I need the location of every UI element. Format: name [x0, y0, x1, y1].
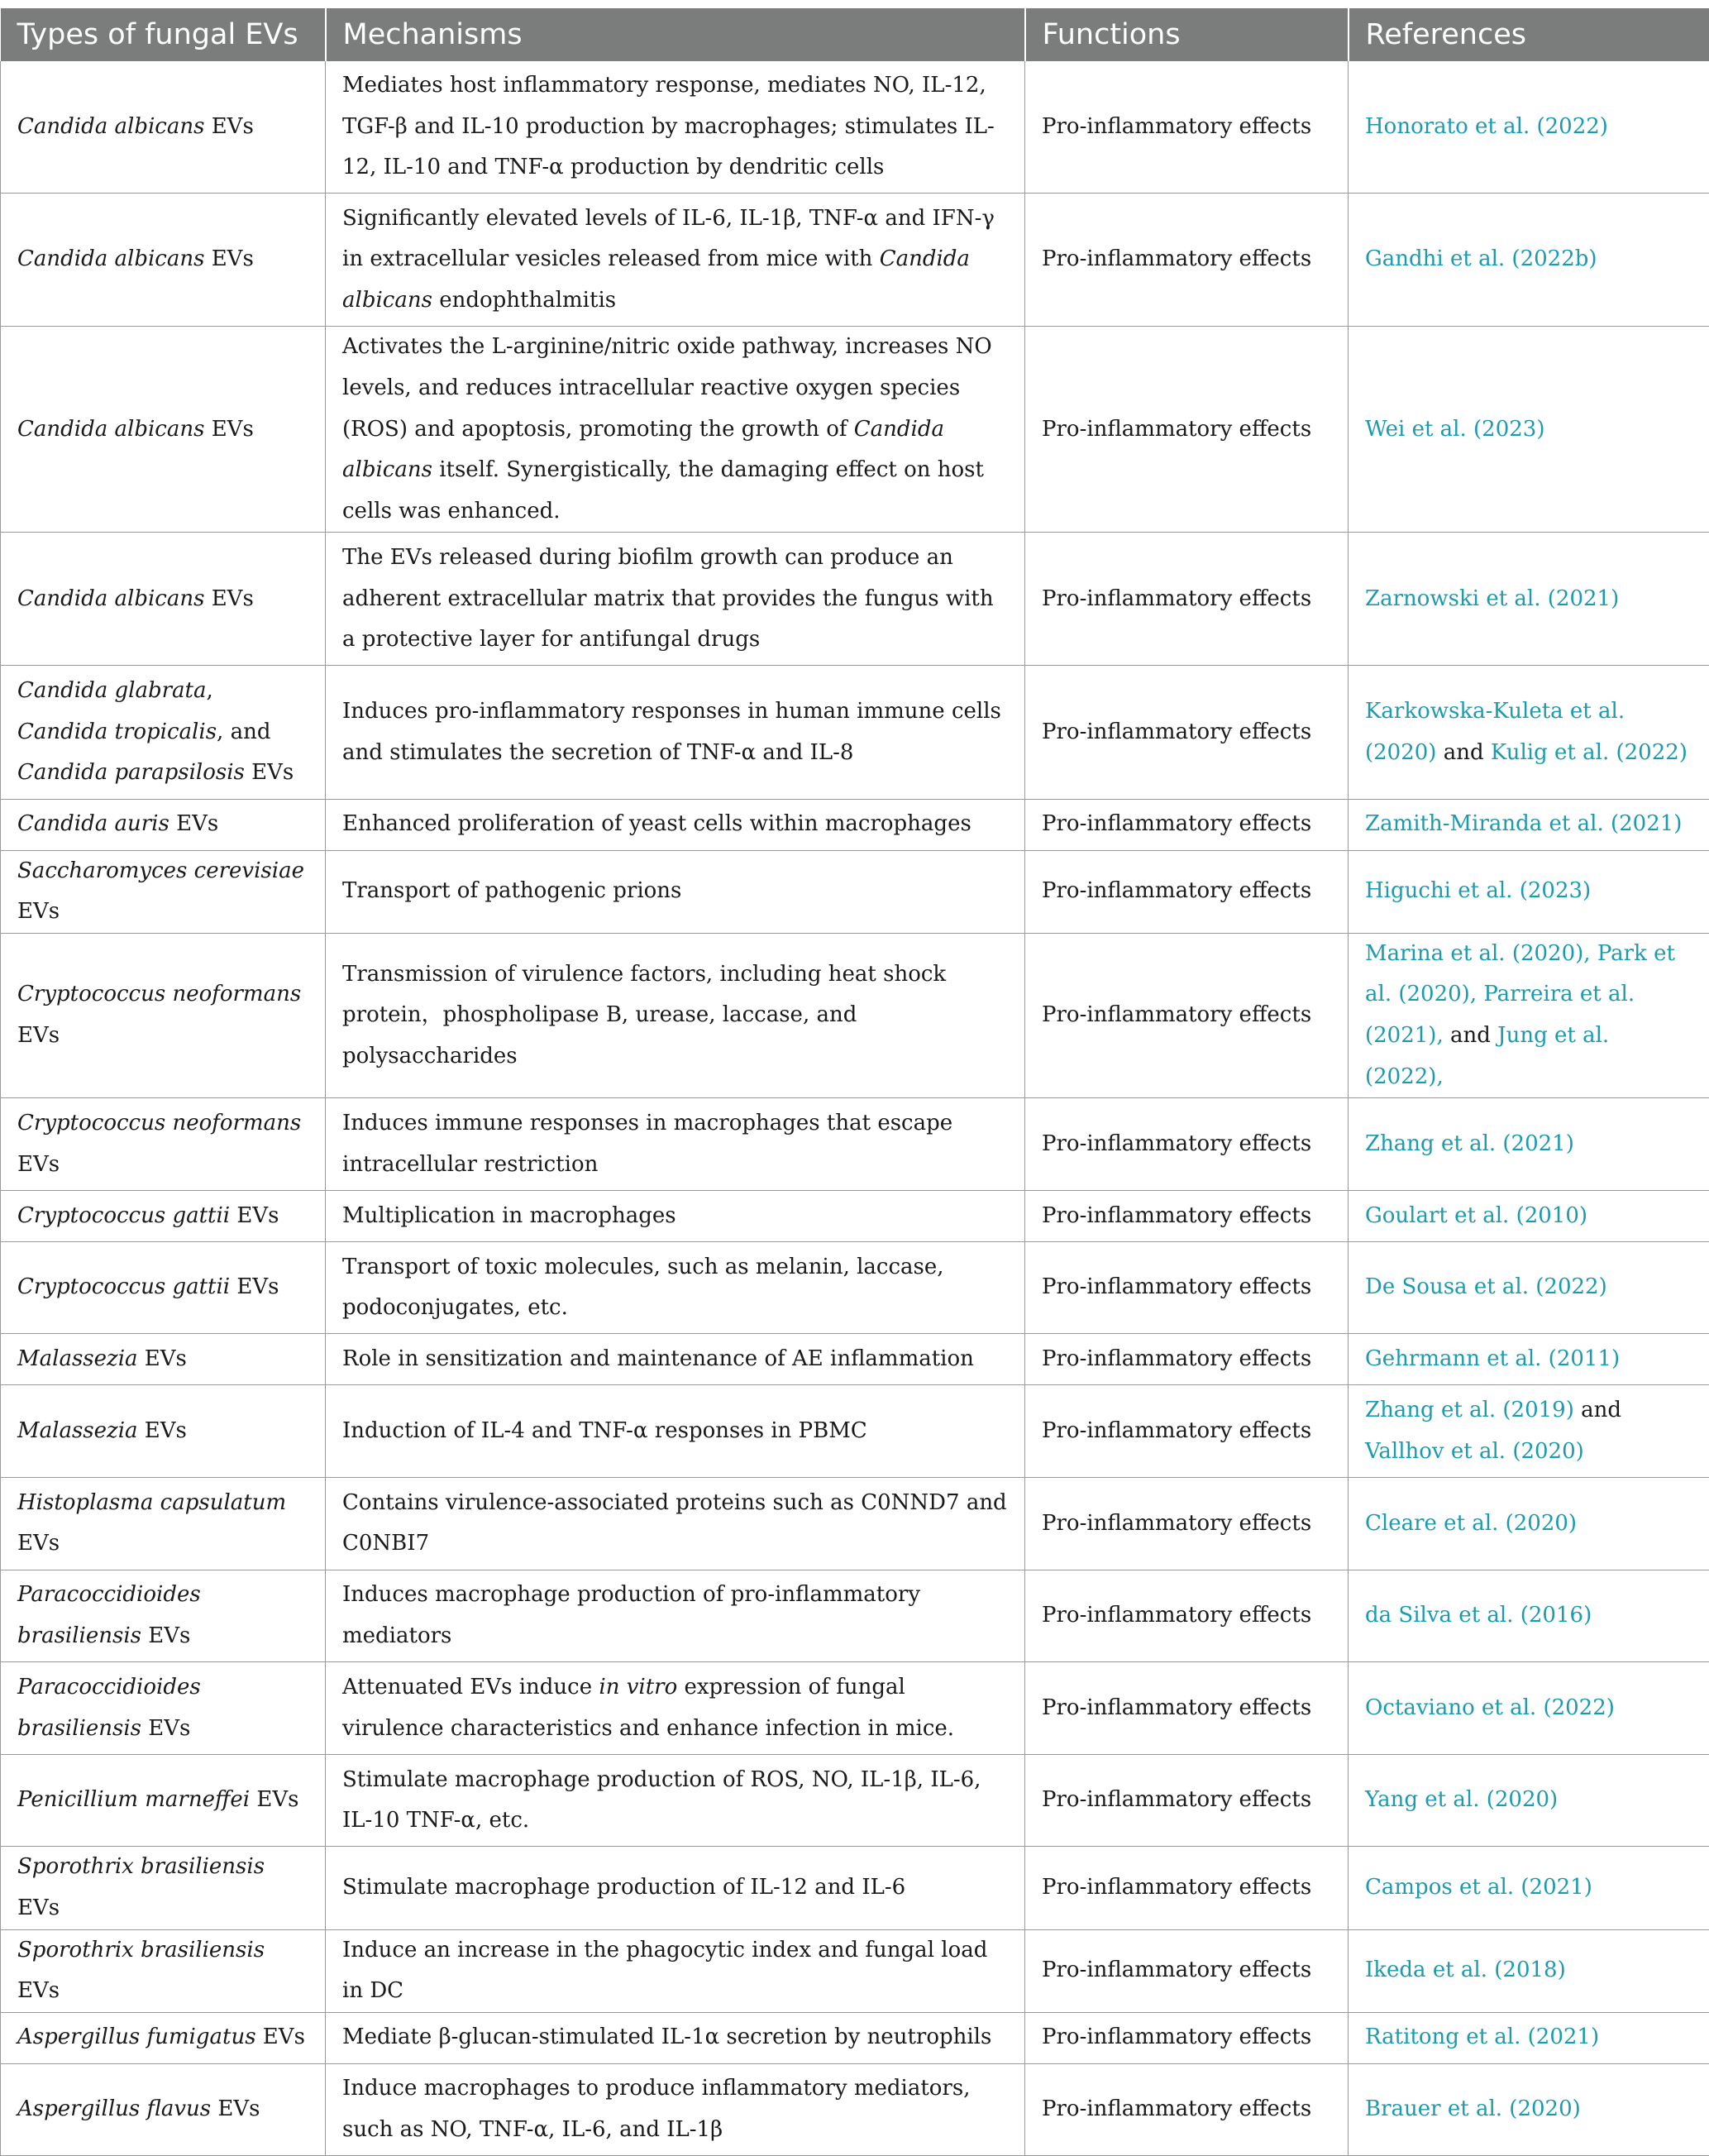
- text-segment: Multiplication in macrophages: [342, 1203, 676, 1228]
- text-segment: EVs: [138, 1346, 187, 1371]
- table-row: [1, 533, 1709, 666]
- cell-function: Pro-inflammatory effects: [1025, 1847, 1349, 1929]
- table-row: [1, 2012, 1709, 2063]
- cell-function: Pro-inflammatory effects: [1025, 194, 1349, 327]
- table-row: [1, 933, 1709, 1097]
- text-segment: Cryptococcus neoformans: [17, 1111, 301, 1135]
- text-segment: Transmission of virulence factors, including heat shock protein，phospholipase B, urease, laccase, and polysaccharides: [342, 962, 946, 1068]
- table-row: [1, 1929, 1709, 2012]
- reference-link[interactable]: Higuchi et al. (2023): [1365, 878, 1591, 903]
- text-segment: Candida tropicalis: [17, 719, 217, 744]
- text-segment: endophthalmitis: [432, 288, 616, 313]
- cell-function: Pro-inflammatory effects: [1025, 799, 1349, 850]
- text-segment: Activates the L-arginine/nitric oxide pathway, increases NO levels, and reduces intracellular reactive oxygen species (ROS) and apoptosis, promoting the growth of: [342, 334, 992, 441]
- text-segment: Candida albicans: [17, 114, 204, 139]
- cell-references: [1349, 1478, 1709, 1570]
- table-body: [1, 61, 1709, 2156]
- cell-mechanism: [326, 933, 1025, 1097]
- text-segment: EVs: [141, 1623, 190, 1648]
- cell-function: Pro-inflammatory effects: [1025, 850, 1349, 933]
- reference-link[interactable]: Goulart et al. (2010): [1365, 1203, 1587, 1228]
- text-segment: EVs: [141, 1716, 190, 1741]
- text-segment: Malassezia: [17, 1418, 138, 1443]
- text-segment: Induces macrophage production of pro-inflammatory mediators: [342, 1582, 920, 1648]
- reference-link[interactable]: Octaviano et al. (2022): [1365, 1695, 1615, 1720]
- text-segment: , and: [217, 719, 270, 744]
- text-segment: expression of fungal virulence characteristics and enhance infection in mice.: [342, 1675, 954, 1741]
- cell-references: [1349, 61, 1709, 194]
- text-segment: EVs: [17, 1531, 60, 1556]
- text-segment: Sporothrix brasiliensis: [17, 1854, 265, 1879]
- text-segment: EVs: [250, 1787, 298, 1812]
- reference-link[interactable]: da Silva et al. (2016): [1365, 1603, 1592, 1628]
- text-segment: Paracoccidioides brasiliensis: [17, 1582, 201, 1648]
- reference-link[interactable]: Gehrmann et al. (2011): [1365, 1346, 1620, 1371]
- cell-function: Pro-inflammatory effects: [1025, 2063, 1349, 2156]
- text-segment: EVs: [245, 760, 294, 785]
- cell-function: Pro-inflammatory effects: [1025, 327, 1349, 533]
- cell-mechanism: [326, 1929, 1025, 2012]
- cell-type: [1, 61, 326, 194]
- cell-function: Pro-inflammatory effects: [1025, 1929, 1349, 2012]
- cell-mechanism: [326, 533, 1025, 666]
- cell-mechanism: [326, 1478, 1025, 1570]
- text-segment: Candida auris: [17, 811, 169, 836]
- cell-function: Pro-inflammatory effects: [1025, 1385, 1349, 1478]
- cell-references: [1349, 933, 1709, 1097]
- reference-link[interactable]: Jung et al. (2022),: [1365, 1023, 1609, 1089]
- cell-mechanism: [326, 2063, 1025, 2156]
- text-segment: Candida albicans: [342, 417, 944, 483]
- text-segment: EVs: [256, 2025, 305, 2049]
- text-segment: EVs: [230, 1203, 279, 1228]
- cell-references: [1349, 1754, 1709, 1847]
- cell-function: Pro-inflammatory effects: [1025, 666, 1349, 799]
- reference-link[interactable]: Marina et al. (2020): [1365, 941, 1583, 966]
- cell-function: Pro-inflammatory effects: [1025, 1334, 1349, 1385]
- cell-function: Pro-inflammatory effects: [1025, 1190, 1349, 1241]
- cell-mechanism: [326, 194, 1025, 327]
- text-segment: Penicillium marneffei: [17, 1787, 250, 1812]
- text-segment: EVs: [204, 246, 253, 271]
- cell-type: [1, 1385, 326, 1478]
- cell-references: [1349, 1334, 1709, 1385]
- cell-references: [1349, 1847, 1709, 1929]
- cell-type: [1, 1570, 326, 1662]
- reference-link[interactable]: Karkowska-Kuleta et al. (2020): [1365, 699, 1625, 765]
- reference-link[interactable]: De Sousa et al. (2022): [1365, 1274, 1607, 1299]
- text-segment: EVs: [204, 586, 253, 611]
- reference-link[interactable]: Zamith-Miranda et al. (2021): [1365, 811, 1682, 836]
- table-row: [1, 799, 1709, 850]
- cell-mechanism: [326, 1241, 1025, 1334]
- text-segment: Stimulate macrophage production of IL-12 and IL-6: [342, 1875, 905, 1900]
- table-header: [1, 8, 1709, 61]
- cell-references: [1349, 1570, 1709, 1662]
- reference-link[interactable]: ,: [1470, 982, 1484, 1006]
- table-row: [1, 1385, 1709, 1478]
- text-segment: Enhanced proliferation of yeast cells within macrophages: [342, 811, 971, 836]
- table-row: [1, 194, 1709, 327]
- cell-mechanism: [326, 666, 1025, 799]
- cell-type: [1, 799, 326, 850]
- table-row: [1, 1754, 1709, 1847]
- table-row: [1, 1478, 1709, 1570]
- table-row: [1, 1098, 1709, 1191]
- text-segment: Candida glabrata: [17, 678, 207, 703]
- cell-mechanism: [326, 1385, 1025, 1478]
- text-segment: Induces pro-inflammatory responses in human immune cells and stimulates the secretion of TNF-α and IL-8: [342, 699, 1001, 765]
- cell-references: [1349, 1385, 1709, 1478]
- cell-references: [1349, 1662, 1709, 1755]
- text-segment: Transport of toxic molecules, such as melanin, laccase, podoconjugates, etc.: [342, 1255, 944, 1321]
- text-segment: EVs: [169, 811, 218, 836]
- text-segment: EVs: [211, 2096, 260, 2121]
- text-segment: EVs: [17, 1978, 60, 2003]
- table-row: [1, 1334, 1709, 1385]
- table-row: [1, 1847, 1709, 1929]
- table-row: [1, 1570, 1709, 1662]
- text-segment: Induces immune responses in macrophages that escape intracellular restriction: [342, 1111, 952, 1177]
- cell-type: [1, 933, 326, 1097]
- cell-mechanism: [326, 1190, 1025, 1241]
- reference-link[interactable]: Cleare et al. (2020): [1365, 1511, 1577, 1536]
- cell-type: [1, 194, 326, 327]
- text-segment: Candida albicans: [17, 417, 204, 442]
- cell-mechanism: [326, 1847, 1025, 1929]
- text-segment: Cryptococcus gattii: [17, 1274, 230, 1299]
- text-segment: ,: [207, 678, 213, 703]
- cell-mechanism: [326, 1662, 1025, 1755]
- cell-mechanism: [326, 1570, 1025, 1662]
- table-row: [1, 2063, 1709, 2156]
- cell-mechanism: [326, 327, 1025, 533]
- cell-mechanism: [326, 1334, 1025, 1385]
- text-segment: Stimulate macrophage production of ROS, NO, IL-1β, IL-6, IL-10 TNF-α, etc.: [342, 1767, 981, 1833]
- cell-mechanism: [326, 850, 1025, 933]
- text-segment: itself. Synergistically, the damaging effect on host cells was enhanced.: [342, 457, 984, 523]
- cell-references: [1349, 1098, 1709, 1191]
- reference-link[interactable]: Campos et al. (2021): [1365, 1875, 1592, 1900]
- header-row: [1, 8, 1709, 61]
- table-row: [1, 327, 1709, 533]
- text-segment: Candida albicans: [342, 246, 970, 313]
- reference-link[interactable]: Honorato et al. (2022): [1365, 114, 1608, 139]
- reference-link[interactable]: Kulig et al. (2022): [1491, 740, 1688, 765]
- text-segment: EVs: [17, 899, 60, 924]
- cell-mechanism: [326, 799, 1025, 850]
- reference-link[interactable]: Vallhov et al. (2020): [1365, 1439, 1584, 1464]
- cell-function: Pro-inflammatory effects: [1025, 1098, 1349, 1191]
- header-types: Types of fungal EVs: [1, 8, 326, 61]
- text-segment: EVs: [204, 417, 253, 442]
- text-segment: Aspergillus flavus: [17, 2096, 211, 2121]
- text-segment: Saccharomyces cerevisiae: [17, 858, 304, 883]
- reference-link[interactable]: Ikeda et al. (2018): [1365, 1958, 1566, 1982]
- cell-mechanism: [326, 2012, 1025, 2063]
- reference-link[interactable]: Yang et al. (2020): [1365, 1787, 1558, 1812]
- cell-type: [1, 1334, 326, 1385]
- cell-function: Pro-inflammatory effects: [1025, 533, 1349, 666]
- reference-link[interactable]: Brauer et al. (2020): [1365, 2096, 1581, 2121]
- text-segment: Candida albicans: [17, 246, 204, 271]
- text-segment: Malassezia: [17, 1346, 138, 1371]
- cell-references: [1349, 1190, 1709, 1241]
- cell-type: [1, 1929, 326, 2012]
- text-segment: Sporothrix brasiliensis: [17, 1938, 265, 1962]
- text-segment: Induction of IL-4 and TNF-α responses in PBMC: [342, 1418, 867, 1443]
- cell-references: [1349, 850, 1709, 933]
- text-segment: EVs: [138, 1418, 187, 1443]
- text-segment: Cryptococcus gattii: [17, 1203, 230, 1228]
- table-row: [1, 1190, 1709, 1241]
- cell-function: Pro-inflammatory effects: [1025, 1241, 1349, 1334]
- cell-type: [1, 1754, 326, 1847]
- text-segment: and: [1436, 740, 1490, 765]
- cell-mechanism: [326, 61, 1025, 194]
- table-row: [1, 1662, 1709, 1755]
- cell-references: [1349, 799, 1709, 850]
- cell-references: [1349, 1241, 1709, 1334]
- cell-function: Pro-inflammatory effects: [1025, 1754, 1349, 1847]
- cell-function: Pro-inflammatory effects: [1025, 2012, 1349, 2063]
- reference-link[interactable]: Zhang et al. (2021): [1365, 1131, 1574, 1156]
- cell-function: Pro-inflammatory effects: [1025, 933, 1349, 1097]
- text-segment: Mediate β-glucan-stimulated IL-1α secretion by neutrophils: [342, 2025, 991, 2049]
- table-container: [0, 8, 1709, 2156]
- text-segment: EVs: [204, 114, 253, 139]
- text-segment: Mediates host inflammatory response, mediates NO, IL-12, TGF-β and IL-10 production by macrophages; stimulates IL-12, IL-10 and TNF-α production by dendritic cells: [342, 73, 995, 179]
- text-segment: Significantly elevated levels of IL-6, IL-1β, TNF-α and IFN-γ in extracellular vesicles released from mice with: [342, 206, 995, 272]
- text-segment: Candida parapsilosis: [17, 760, 245, 785]
- cell-references: [1349, 666, 1709, 799]
- cell-references: [1349, 327, 1709, 533]
- reference-link[interactable]: Park et al. (2020): [1365, 941, 1675, 1007]
- text-segment: Histoplasma capsulatum: [17, 1490, 286, 1515]
- cell-mechanism: [326, 1754, 1025, 1847]
- fungal-evs-table: [0, 8, 1709, 2156]
- text-segment: EVs: [230, 1274, 279, 1299]
- cell-type: [1, 850, 326, 933]
- text-segment: and: [1444, 1023, 1497, 1048]
- text-segment: EVs: [17, 1023, 60, 1048]
- text-segment: Paracoccidioides brasiliensis: [17, 1675, 201, 1741]
- reference-link[interactable]: Zarnowski et al. (2021): [1365, 586, 1619, 611]
- text-segment: Cryptococcus neoformans: [17, 982, 301, 1006]
- cell-references: [1349, 2012, 1709, 2063]
- reference-link[interactable]: Zhang et al. (2019): [1365, 1398, 1574, 1422]
- reference-link[interactable]: Wei et al. (2023): [1365, 417, 1544, 442]
- cell-type: [1, 1662, 326, 1755]
- cell-references: [1349, 533, 1709, 666]
- text-segment: Attenuated EVs induce: [342, 1675, 599, 1699]
- cell-function: Pro-inflammatory effects: [1025, 1570, 1349, 1662]
- reference-link[interactable]: Gandhi et al. (2022b): [1365, 246, 1597, 271]
- text-segment: Aspergillus fumigatus: [17, 2025, 256, 2049]
- cell-references: [1349, 194, 1709, 327]
- cell-function: Pro-inflammatory effects: [1025, 61, 1349, 194]
- cell-type: [1, 1190, 326, 1241]
- text-segment: Induce macrophages to produce inflammatory mediators, such as NO, TNF-α, IL-6, and IL-1β: [342, 2076, 970, 2142]
- cell-type: [1, 2012, 326, 2063]
- text-segment: EVs: [17, 1895, 60, 1920]
- cell-type: [1, 1478, 326, 1570]
- text-segment: EVs: [17, 1152, 60, 1177]
- table-row: [1, 1241, 1709, 1334]
- cell-type: [1, 666, 326, 799]
- cell-function: Pro-inflammatory effects: [1025, 1662, 1349, 1755]
- text-segment: The EVs released during biofilm growth can produce an adherent extracellular matrix that provides the fungus with a protective layer for antifungal drugs: [342, 545, 994, 652]
- text-segment: Candida albicans: [17, 586, 204, 611]
- reference-link[interactable]: Parreira et al. (2021),: [1365, 982, 1635, 1048]
- table-row: [1, 666, 1709, 799]
- cell-mechanism: [326, 1098, 1025, 1191]
- text-segment: and: [1574, 1398, 1621, 1422]
- table-row: [1, 61, 1709, 194]
- cell-type: [1, 327, 326, 533]
- text-segment: Transport of pathogenic prions: [342, 878, 681, 903]
- text-segment: Contains virulence-associated proteins such as C0NND7 and C0NBI7: [342, 1490, 1007, 1556]
- header-references: References: [1349, 8, 1709, 61]
- table-row: [1, 850, 1709, 933]
- cell-function: Pro-inflammatory effects: [1025, 1478, 1349, 1570]
- reference-link[interactable]: Ratitong et al. (2021): [1365, 2025, 1599, 2049]
- cell-references: [1349, 1929, 1709, 2012]
- header-functions: Functions: [1025, 8, 1349, 61]
- text-segment: Induce an increase in the phagocytic index and fungal load in DC: [342, 1938, 987, 2004]
- cell-references: [1349, 2063, 1709, 2156]
- cell-type: [1, 533, 326, 666]
- cell-type: [1, 1241, 326, 1334]
- text-segment: Role in sensitization and maintenance of AE inflammation: [342, 1346, 974, 1371]
- cell-type: [1, 1098, 326, 1191]
- cell-type: [1, 1847, 326, 1929]
- header-mechanisms: Mechanisms: [326, 8, 1025, 61]
- cell-type: [1, 2063, 326, 2156]
- reference-link[interactable]: ,: [1583, 941, 1597, 966]
- text-segment: in vitro: [599, 1675, 677, 1699]
